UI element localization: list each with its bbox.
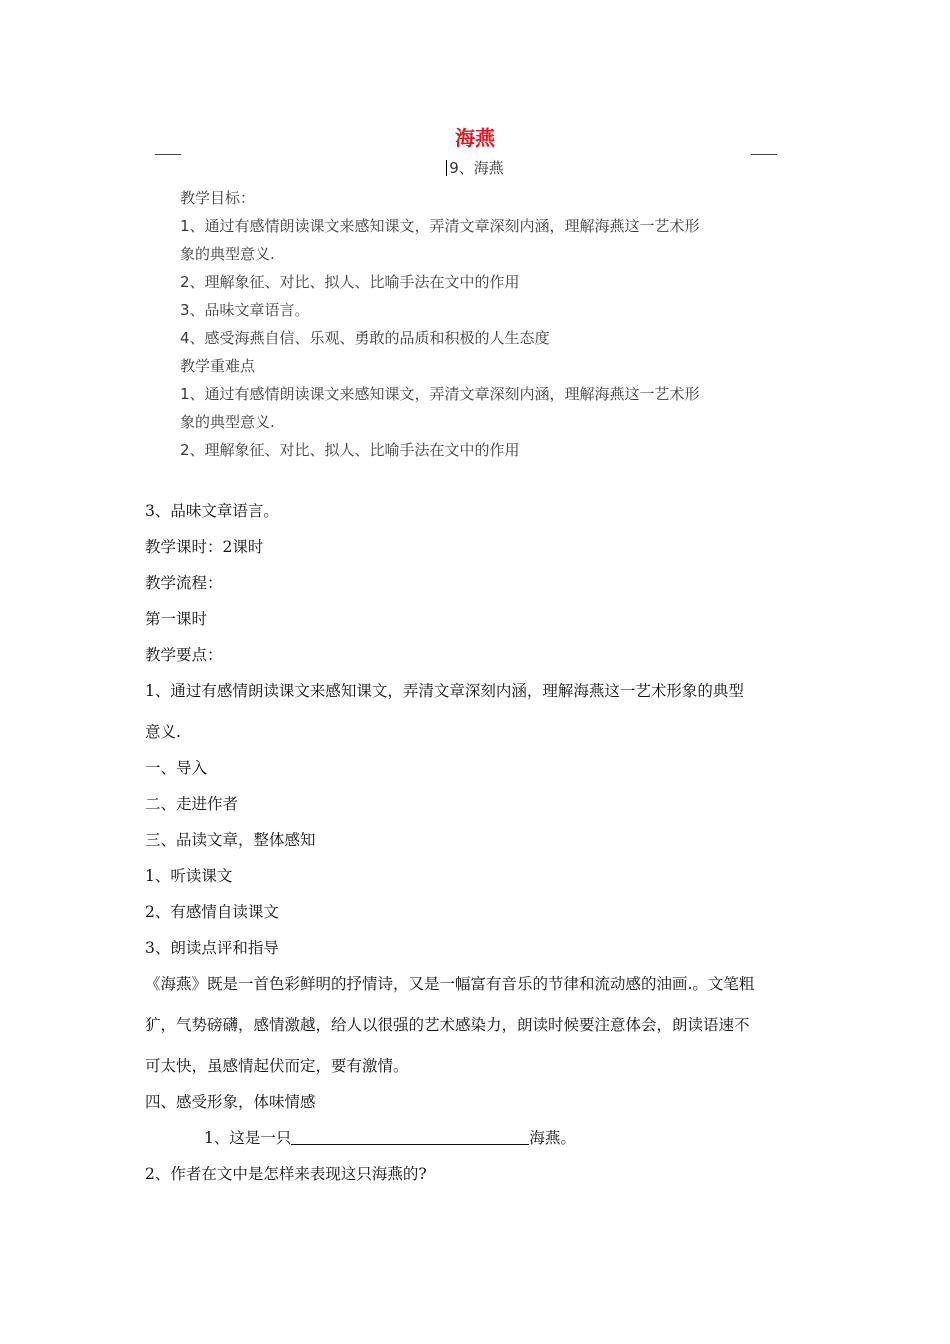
difficulty-line: 象的典型意义. [180,413,275,431]
objective-line: 4、感受海燕自信、乐观、勇敢的品质和积极的人生态度 [180,329,550,347]
body-line: 3、朗读点评和指导 [145,939,279,957]
answer-blank [291,1130,529,1145]
question-line: 2、作者在文中是怎样来表现这只海燕的? [145,1165,427,1183]
objective-line: 1、通过有感情朗读课文来感知课文，弄清文章深刻内涵，理解海燕这一艺术形 [180,217,700,235]
body-line: 2、有感情自读课文 [145,903,279,921]
paragraph-line: 可太快，虽感情起伏而定，要有激情。 [145,1057,409,1075]
body-line: 教学课时：2课时 [145,538,264,556]
body-line: 三、品读文章，整体感知 [145,831,316,849]
document-title: 海燕 [455,126,495,150]
paragraph-line: 《海燕》既是一首色彩鲜明的抒情诗，又是一幅富有音乐的节律和流动感的油画.。文笔粗 [145,975,755,993]
fill-suffix: 海燕。 [529,1129,576,1147]
body-line: 1、听读课文 [145,867,233,885]
body-line: 意义. [145,723,181,741]
objective-line: 象的典型意义. [180,245,275,263]
body-line: 1、通过有感情朗读课文来感知课文，弄清文章深刻内涵，理解海燕这一艺术形象的典型 [145,682,744,700]
body-line: 二、走进作者 [145,795,239,813]
fill-prefix: 1、这是一只 [204,1129,292,1147]
fill-in-question [204,1126,576,1148]
body-line: 一、导入 [145,759,208,777]
header-rule-right [751,154,777,155]
difficulty-line: 1、通过有感情朗读课文来感知课文，弄清文章深刻内涵，理解海燕这一艺术形 [180,385,700,403]
body-line: 教学要点： [145,646,223,664]
objectives-heading: 教学目标： [180,189,256,207]
body-line: 3、品味文章语言。 [145,502,279,520]
header-rule-left [155,154,181,155]
body-line: 教学流程： [145,574,223,592]
text-cursor [446,160,447,176]
difficulty-line: 2、理解象征、对比、拟人、比喻手法在文中的作用 [180,441,520,459]
objective-line: 2、理解象征、对比、拟人、比喻手法在文中的作用 [180,273,520,291]
lesson-subtitle [0,157,950,178]
body-line: 第一课时 [145,610,208,628]
body-line: 四、感受形象，体味情感 [145,1093,316,1111]
lesson-subtitle-text: 9、海燕 [449,159,504,177]
paragraph-line: 犷，气势磅礴，感情激越，给人以很强的艺术感染力，朗读时候要注意体会，朗读语速不 [145,1016,750,1034]
difficulty-heading: 教学重难点 [180,357,256,375]
objective-line: 3、品味文章语言。 [180,301,310,319]
